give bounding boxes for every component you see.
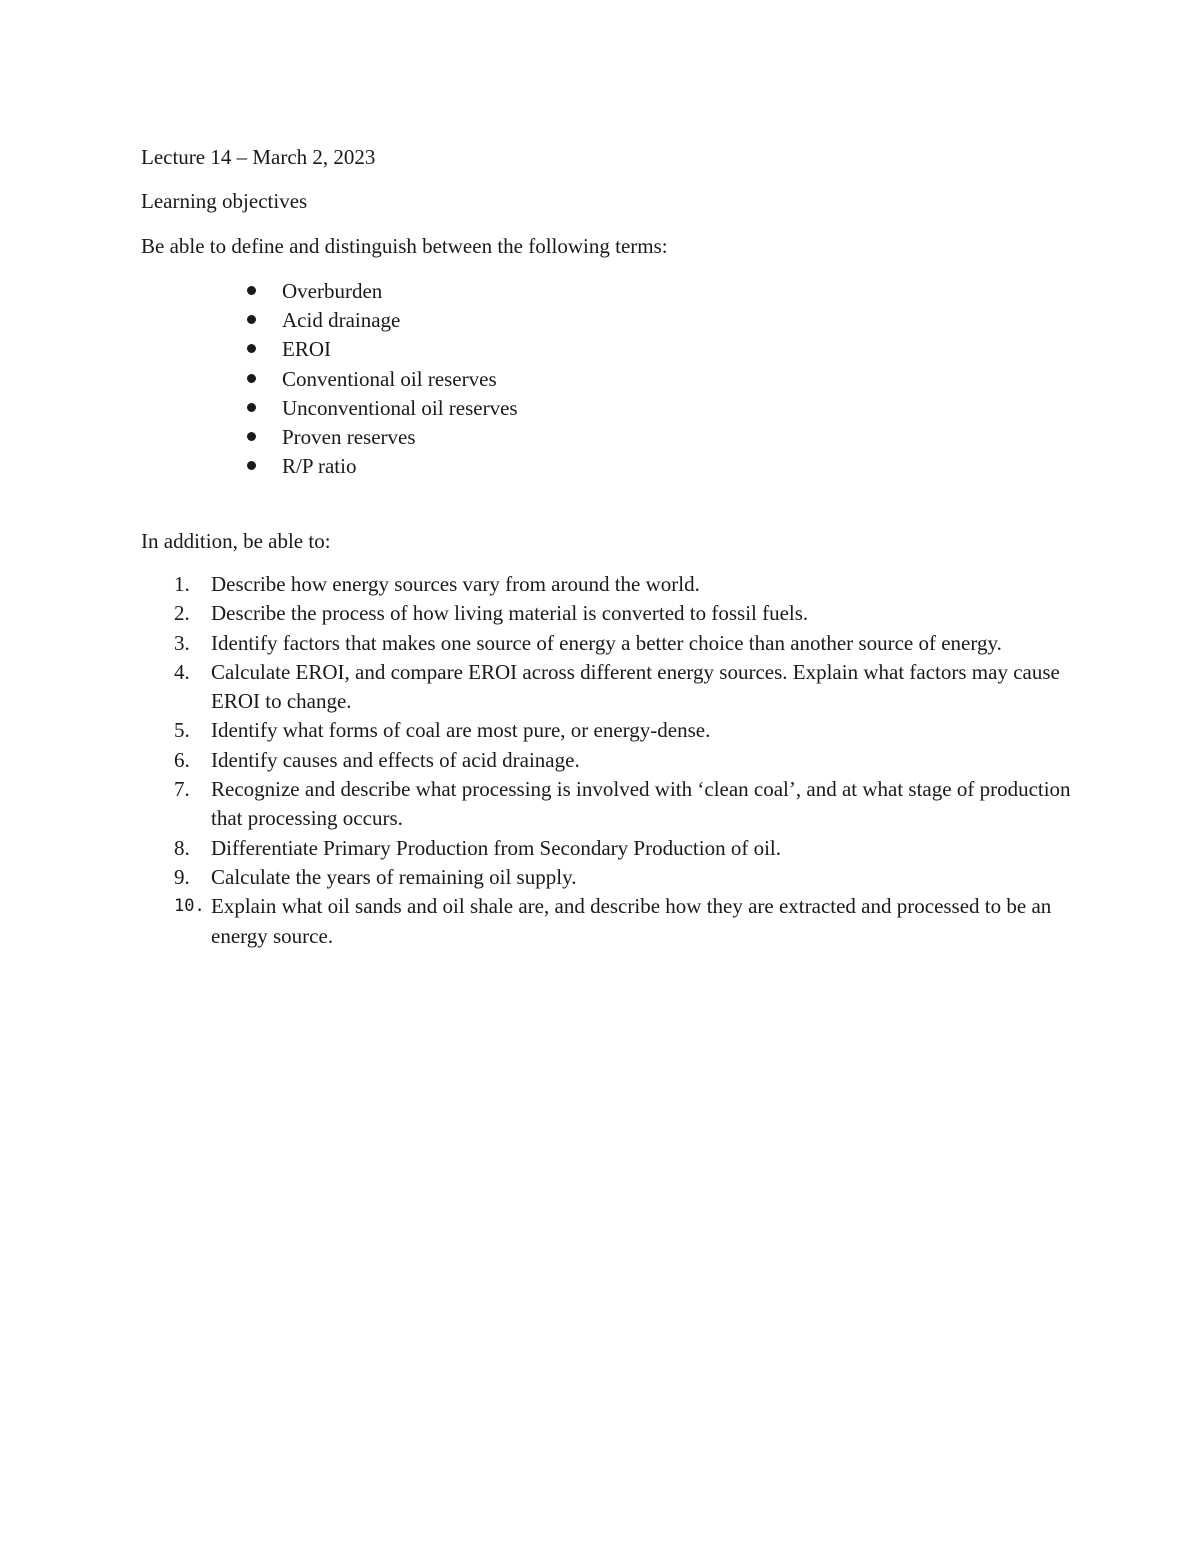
list-item	[0, 570, 1200, 599]
terms-intro: Be able to define and distinguish between the following terms:	[141, 234, 668, 258]
item-number: 4.	[174, 659, 190, 684]
item-number: 5.	[174, 718, 190, 743]
bullet-icon	[247, 403, 256, 412]
bullet-icon	[247, 286, 256, 295]
objective-text: Identify what forms of coal are most pure, or energy-dense.	[211, 718, 711, 743]
item-number: 3.	[174, 630, 190, 655]
term-text: Overburden	[282, 279, 383, 303]
bullet-icon	[247, 374, 256, 383]
item-number: 9.	[174, 864, 190, 889]
term-text: R/P ratio	[282, 454, 357, 479]
lecture-heading: Lecture 14 – March 2, 2023	[141, 145, 376, 169]
objective-text: Recognize and describe what processing is involved with ‘clean coal’, and at what stage of production that processing occurs.	[211, 777, 1071, 831]
item-number: 1.	[174, 572, 190, 596]
list-item	[0, 629, 1200, 658]
objective-text: Explain what oil sands and oil shale are, and describe how they are extracted and processed to be an energy source.	[211, 894, 1052, 948]
list-item	[0, 834, 1200, 863]
objectives-intro: In addition, be able to:	[141, 529, 331, 553]
term-text: Proven reserves	[282, 424, 416, 449]
objective-text: Calculate the years of remaining oil supply.	[211, 864, 577, 889]
bullet-icon	[247, 461, 256, 470]
bullet-icon	[247, 344, 256, 353]
term-text: Acid drainage	[282, 308, 401, 333]
item-number: 6.	[174, 747, 190, 772]
objective-text: Identify factors that makes one source of energy a better choice than another source of energy.	[211, 630, 1002, 655]
list-item	[0, 716, 1200, 745]
item-number: 7.	[174, 777, 190, 802]
objective-text: Describe the process of how living material is converted to fossil fuels.	[211, 601, 809, 626]
list-item	[0, 658, 1200, 717]
item-number: 8.	[174, 835, 190, 860]
item-number: 2.	[174, 601, 190, 626]
term-text: Unconventional oil reserves	[282, 395, 518, 420]
list-item	[0, 746, 1200, 775]
bullet-icon	[247, 432, 256, 441]
objectives-list	[0, 570, 1200, 951]
item-number: 10.	[174, 896, 205, 917]
objective-text: Identify causes and effects of acid drainage.	[211, 747, 580, 772]
list-item	[0, 599, 1200, 628]
term-text: EROI	[282, 337, 331, 362]
list-item	[0, 863, 1200, 892]
bullet-icon	[247, 315, 256, 324]
objective-text: Calculate EROI, and compare EROI across different energy sources. Explain what factors may cause EROI to change.	[211, 659, 1060, 714]
list-item	[0, 892, 1200, 951]
objective-text: Differentiate Primary Production from Secondary Production of oil.	[211, 835, 781, 860]
list-item	[0, 775, 1200, 834]
objective-text: Describe how energy sources vary from around the world.	[211, 572, 700, 596]
term-text: Conventional oil reserves	[282, 366, 497, 391]
section-title: Learning objectives	[141, 189, 308, 213]
